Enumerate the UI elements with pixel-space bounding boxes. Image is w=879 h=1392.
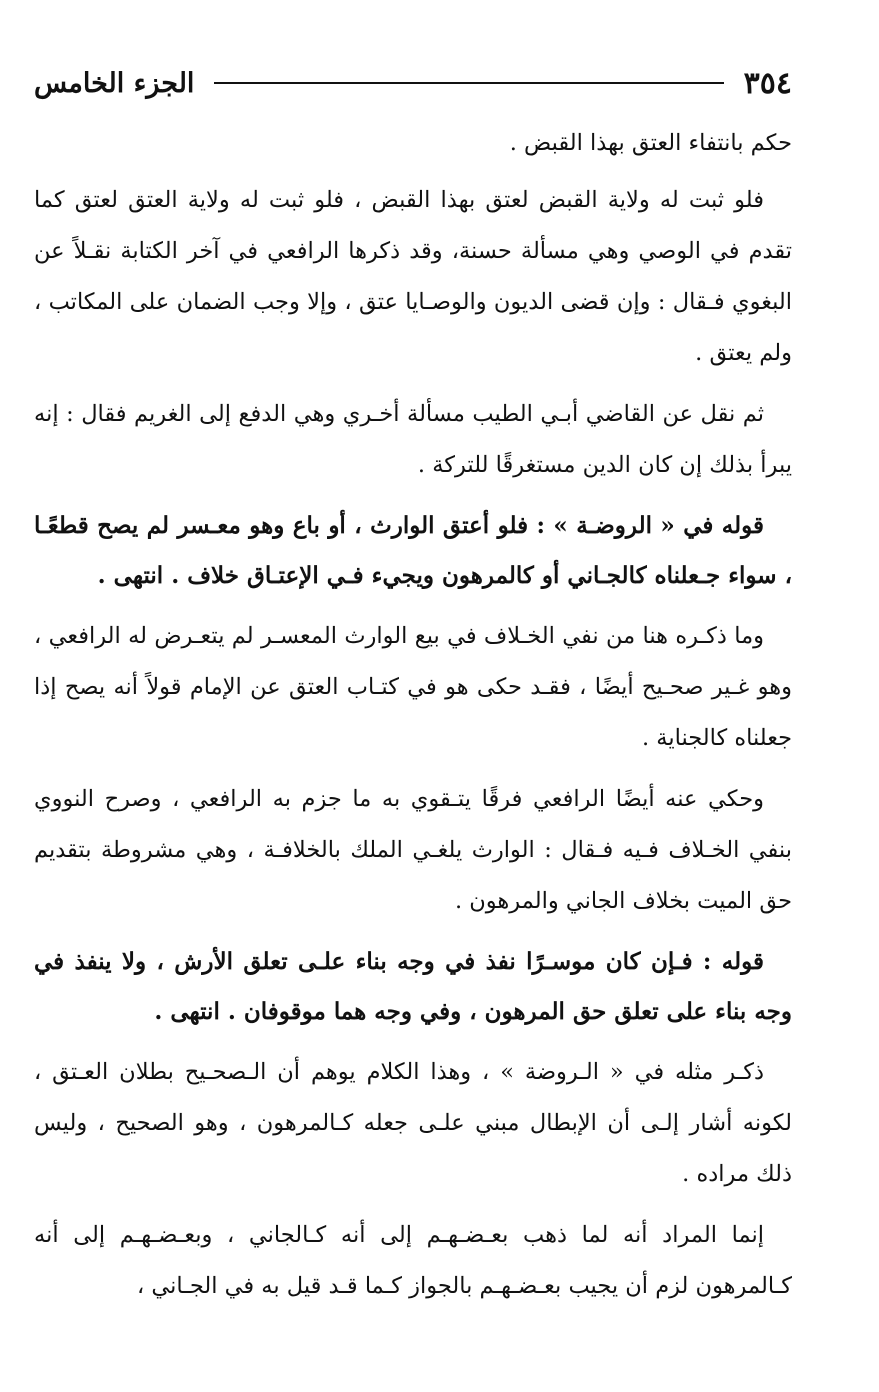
paragraph: وما ذكـره هنا من نفي الخـلاف في بيع الوارث المعسـر لم يتعـرض له الرافعي ، وهو غـير صحـيح أيضًا ، فقـد حكى هو في كتـاب العتق عن الإمام قولاً أنه يصح إذا جعلناه كالجناية . (34, 623, 792, 751)
page-header (34, 58, 792, 108)
page-number: ٣٥٤ (743, 65, 792, 101)
paragraph-continuation: حكم بانتفاء العتق بهذا القبض . (509, 130, 792, 156)
paragraph: إنما المراد أنه لما ذهب بعـضـهـم إلى أنه كـالجاني ، وبعـضـهـم إلى أنه كـالمرهون لزم أن يجيب بعـضـهـم بالجواز كـما قـد قيل به في الجـاني ، (34, 1222, 792, 1299)
quoted-statement: قوله في « الروضـة » : فلو أعتق الوارث ، أو باع وهو معـسر لم يصح قطعًـا ، سواء جـعلناه كالجـاني أو كالمرهون ويجيء فـي الإعتـاق خلاف . انتهى . (34, 512, 792, 589)
quoted-statement: قوله : فـإن كان موسـرًا نفذ في وجه بناء علـى تعلق الأرش ، ولا ينفذ في وجه بناء على تعلق حق المرهون ، وفي وجه هما موقوفان . انتهى . (34, 948, 792, 1025)
paragraph: ذكـر مثله في « الـروضة » ، وهذا الكلام يوهم أن الـصحـيح بطلان العـتق ، لكونه أشار إلـى أن الإبطال مبني علـى جعله كـالمرهون ، وهو الصحيح ، وليس ذلك مراده . (34, 1059, 792, 1187)
paragraph: ثم نقل عن القاضي أبـي الطيب مسألة أخـري وهي الدفع إلى الغريم فقال : إنه يبرأ بذلك إن كان الدين مستغرقًا للتركة . (34, 401, 792, 478)
paragraph: وحكي عنه أيضًا الرافعي فرقًا يتـقوي به ما جزم به الرافعي ، وصرح النووي بنفي الخـلاف فـيه فـقال : الوارث يلغـي الملك بالخلافـة ، وهي مشروطة بتقديم حق الميت بخلاف الجاني والمرهون . (34, 786, 792, 914)
paragraph: فلو ثبت له ولاية القبض لعتق بهذا القبض ، فلو ثبت له ولاية العتق لعتق كما تقدم في الوصي وهي مسألة حسنة، وقد ذكرها الرافعي في آخر الكتابة نقـلاً عن البغوي فـقال : وإن قضى الديون والوصـايا عتق ، وإلا وجب الضمان على المكاتب ، ولم يعتق . (34, 187, 792, 366)
header-rule (214, 82, 723, 84)
running-title: الجزء الخامس (34, 67, 195, 99)
page-body (34, 118, 792, 1322)
